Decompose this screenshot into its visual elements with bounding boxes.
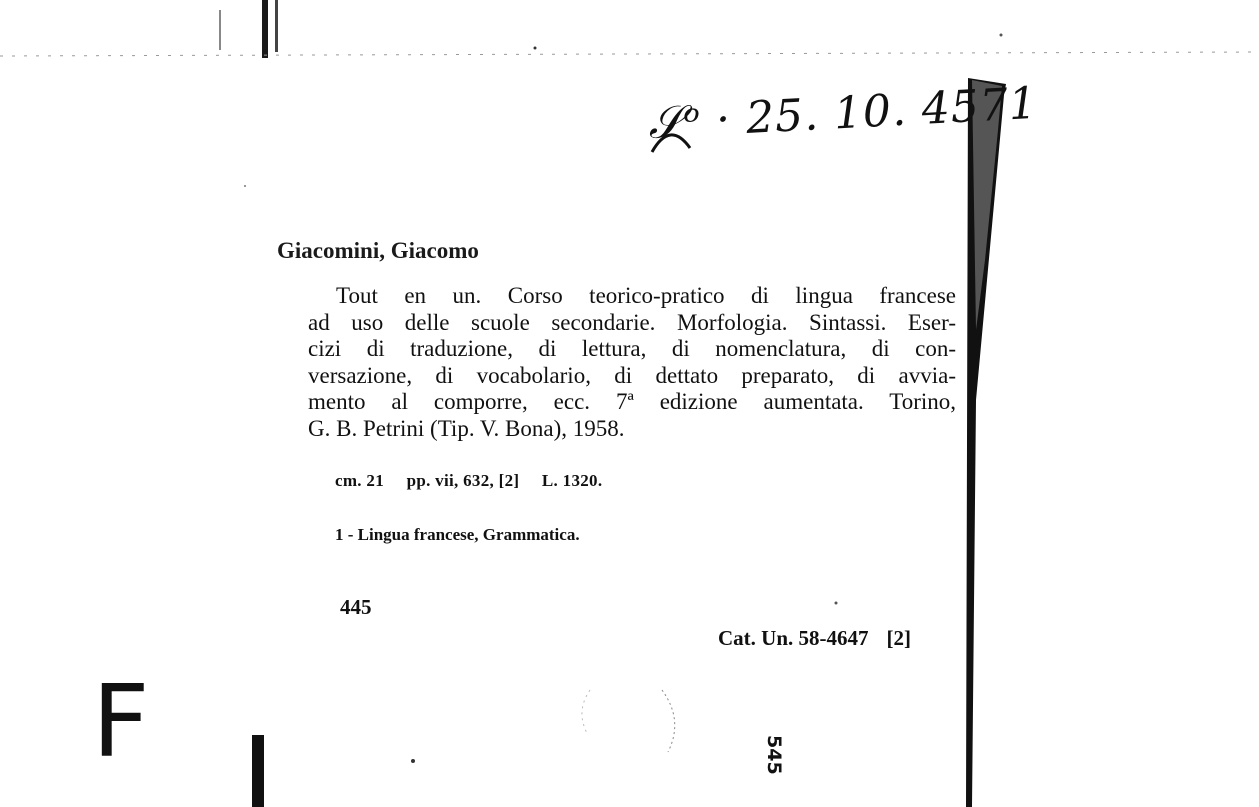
physical-size: cm. 21 — [335, 471, 385, 490]
bottom-edge-bar — [252, 735, 264, 807]
top-edge-dots — [219, 10, 221, 50]
physical-price: L. 1320. — [541, 471, 603, 490]
speck — [835, 602, 838, 605]
description-line: Tout en un. Corso teorico-pratico di lingua francese — [336, 283, 956, 308]
corner-letter: F — [92, 663, 150, 780]
faint-arc-left — [582, 690, 590, 735]
catalog-count: [2] — [886, 626, 911, 650]
side-number: 545 — [763, 735, 785, 775]
author-heading: Giacomini, Giacomo — [277, 238, 479, 263]
physical-description — [335, 471, 620, 491]
catalog-reference — [718, 626, 911, 651]
subject-heading: 1 - Lingua francese, Grammatica. — [335, 525, 580, 544]
description-line: G. B. Petrini (Tip. V. Bona), 1958. — [308, 415, 625, 441]
physical-pages: pp. vii, 632, [2] — [406, 471, 520, 490]
speck — [534, 47, 537, 50]
faint-arc — [662, 690, 675, 752]
description-line: ad uso delle scuole secondarie. Morfologia. Sintassi. Eser- — [308, 309, 956, 335]
top-edge-bar — [262, 0, 268, 58]
description-line: cizi di traduzione, di lettura, di nomenclatura, di con- — [308, 336, 956, 361]
dotted-guide-line — [0, 52, 1259, 56]
bibliographic-description — [308, 283, 956, 442]
speck — [244, 185, 246, 187]
top-edge-line — [275, 0, 278, 52]
description-line: versazione, di vocabolario, di dettato preparato, di avvia- — [308, 362, 956, 388]
speck — [411, 759, 415, 763]
handwritten-accession-note: 𝒮ᵒ · 25. 10. 4571 — [646, 77, 1039, 150]
speck — [1000, 34, 1003, 37]
shelf-number: 445 — [340, 595, 372, 619]
description-line: mento al comporre, ecc. 7ª edizione aumentata. Torino, — [308, 389, 956, 414]
catalog-ref: Cat. Un. 58-4647 — [718, 626, 869, 650]
